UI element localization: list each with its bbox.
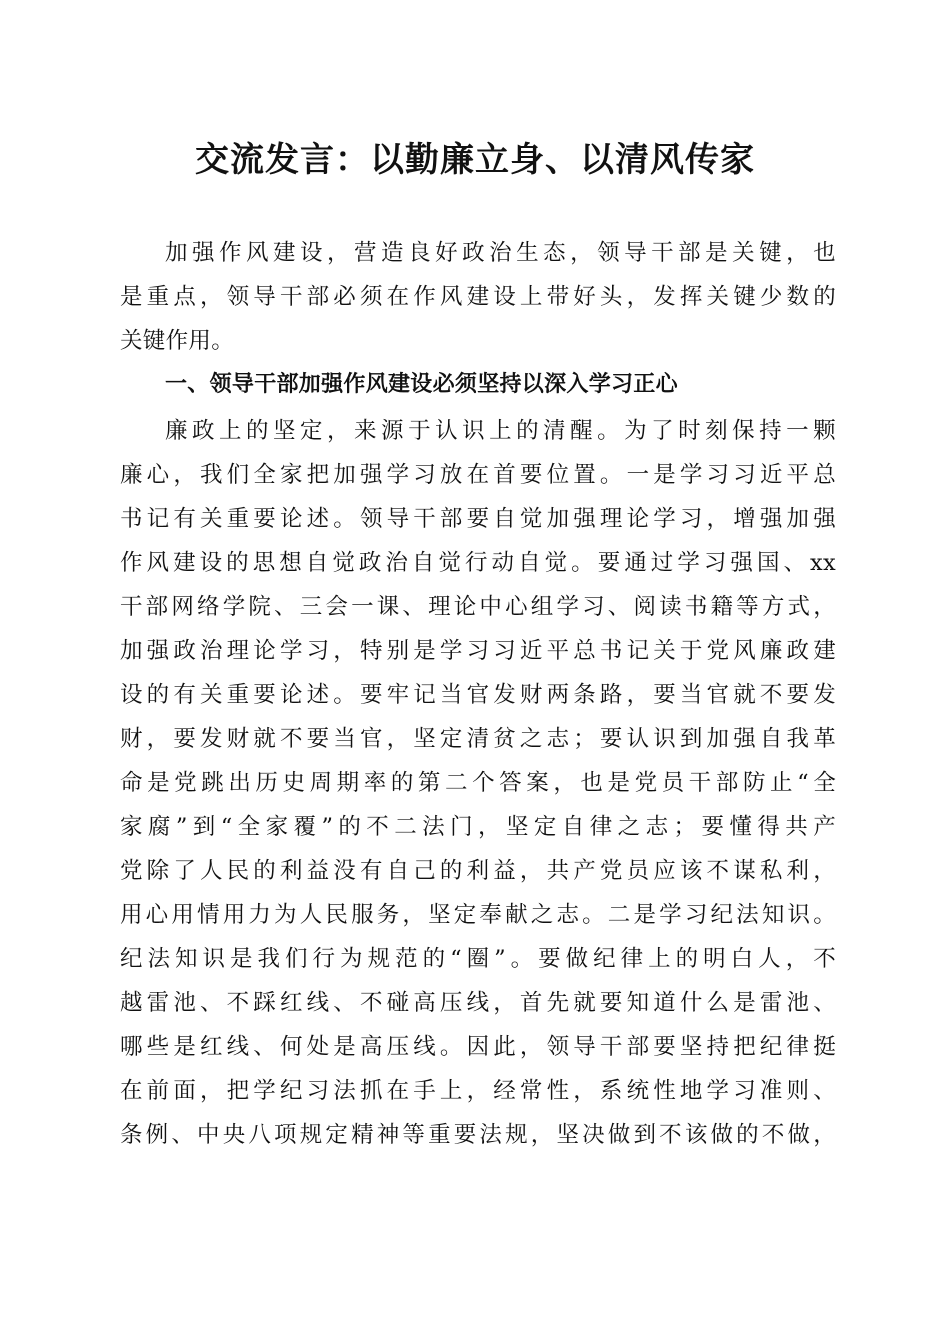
paragraph-2-line-9: 命是党跳出历史周期率的第二个答案，也是党员干部防止“全 <box>120 770 836 796</box>
paragraph-2-line-4: 作风建设的思想自觉政治自觉行动自觉。要通过学习强国、xx <box>120 550 836 576</box>
section-heading-1: 一、领导干部加强作风建设必须坚持以深入学习正心 <box>165 372 678 397</box>
paragraph-2-line-7: 设的有关重要论述。要牢记当官发财两条路，要当官就不要发 <box>120 682 836 708</box>
paragraph-1-line-2: 是重点，领导干部必须在作风建设上带好头，发挥关键少数的 <box>120 284 836 310</box>
paragraph-2-line-2: 廉心，我们全家把加强学习放在首要位置。一是学习习近平总 <box>120 462 836 488</box>
paragraph-1-line-1: 加强作风建设，营造良好政治生态，领导干部是关键，也 <box>165 240 836 266</box>
paragraph-2-line-10: 家腐”到“全家覆”的不二法门，坚定自律之志；要懂得共产 <box>120 814 836 840</box>
paragraph-2-line-12: 用心用情用力为人民服务，坚定奉献之志。二是学习纪法知识。 <box>120 902 836 928</box>
paragraph-2-line-13: 纪法知识是我们行为规范的“圈”。要做纪律上的明白人，不 <box>120 946 836 972</box>
paragraph-2-line-8: 财，要发财就不要当官，坚定清贫之志；要认识到加强自我革 <box>120 726 836 752</box>
paragraph-2-line-5: 干部网络学院、三会一课、理论中心组学习、阅读书籍等方式， <box>120 594 836 620</box>
paragraph-2-line-15: 哪些是红线、何处是高压线。因此，领导干部要坚持把纪律挺 <box>120 1034 836 1060</box>
paragraph-2-line-6: 加强政治理论学习，特别是学习习近平总书记关于党风廉政建 <box>120 638 836 664</box>
paragraph-2-line-17: 条例、中央八项规定精神等重要法规，坚决做到不该做的不做， <box>120 1122 836 1148</box>
paragraph-2-line-11: 党除了人民的利益没有自己的利益，共产党员应该不谋私利， <box>120 858 836 884</box>
document-title: 交流发言：以勤廉立身、以清风传家 <box>195 140 755 180</box>
paragraph-1-line-3: 关键作用。 <box>120 328 235 354</box>
paragraph-2-line-1: 廉政上的坚定，来源于认识上的清醒。为了时刻保持一颗 <box>165 418 836 444</box>
paragraph-2-line-14: 越雷池、不踩红线、不碰高压线，首先就要知道什么是雷池、 <box>120 990 836 1016</box>
paragraph-2-line-16: 在前面，把学纪习法抓在手上，经常性，系统性地学习准则、 <box>120 1078 836 1104</box>
paragraph-2-line-3: 书记有关重要论述。领导干部要自觉加强理论学习，增强加强 <box>120 506 836 532</box>
